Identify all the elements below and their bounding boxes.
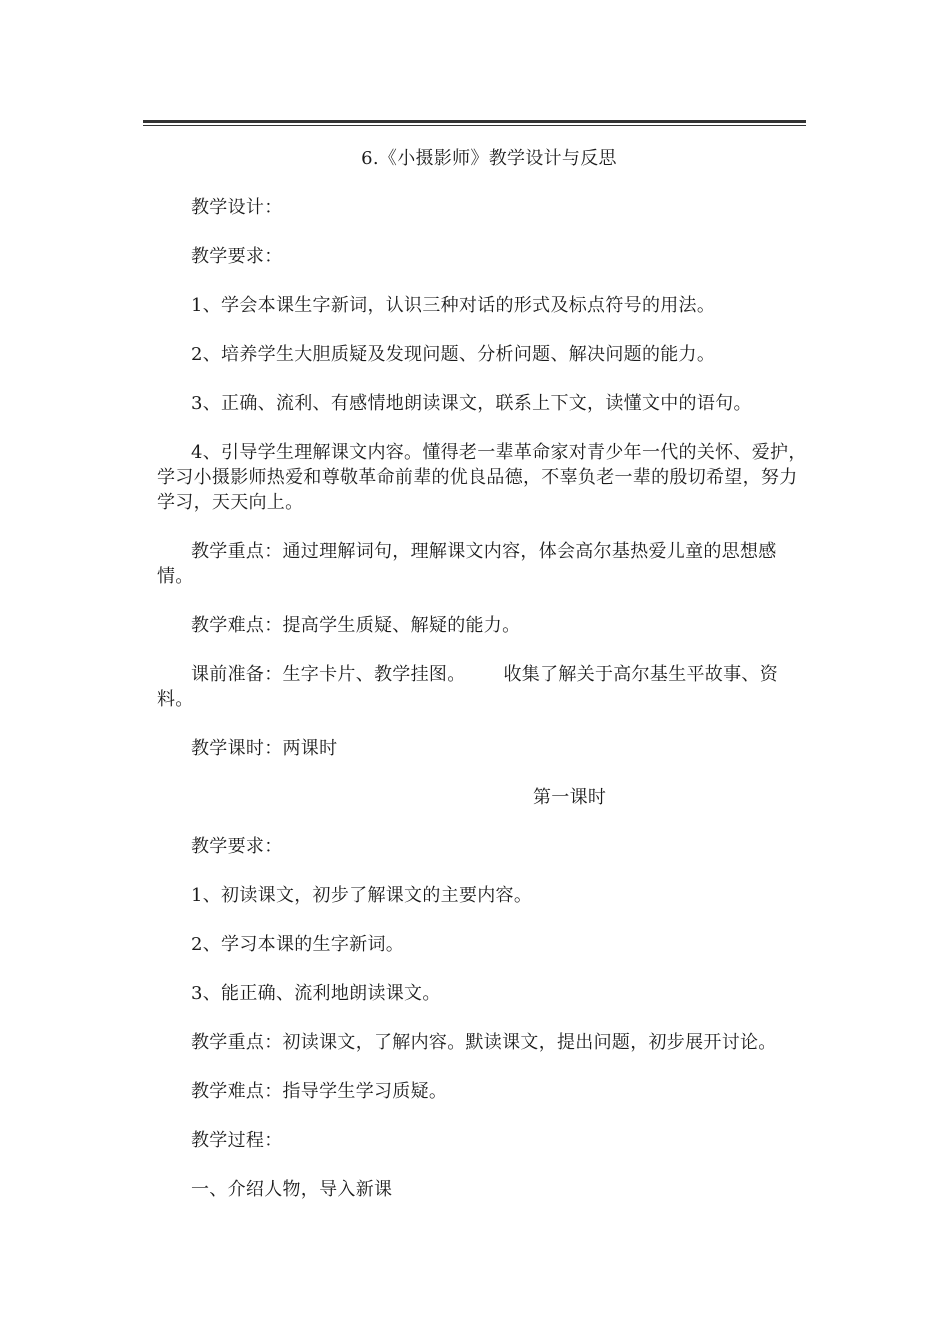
process-label: 教学过程： (191, 1130, 283, 1151)
preparation-materials: 课前准备：生字卡片、教学挂图。 (191, 664, 466, 685)
process-step: 一、介绍人物，导入新课 (191, 1179, 393, 1200)
difficulty: 教学难点：提高学生质疑、解疑的能力。 (191, 615, 521, 636)
lesson-requirements-label: 教学要求： (191, 836, 283, 857)
lesson-difficulty: 教学难点：指导学生学习质疑。 (191, 1081, 448, 1102)
lesson-requirement-item: 1、初读课文，初步了解课文的主要内容。 (191, 885, 533, 906)
lesson-key-point: 教学重点：初读课文，了解内容。默读课文，提出问题，初步展开讨论。 (191, 1032, 777, 1053)
requirement-item: 2、培养学生大胆质疑及发现问题、分析问题、解决问题的能力。 (191, 344, 716, 365)
header-rule-thin (143, 125, 806, 126)
requirements-label: 教学要求： (191, 246, 283, 267)
lesson-requirement-item: 2、学习本课的生字新词。 (191, 934, 405, 955)
class-hours: 教学课时：两课时 (191, 738, 338, 759)
document-body (157, 146, 809, 1226)
preparation (157, 662, 809, 712)
document-title: 6.《小摄影师》教学设计与反思 (361, 148, 617, 169)
requirement-item: 1、学会本课生字新词，认识三种对话的形式及标点符号的用法。 (191, 295, 716, 316)
requirement-item: 3、正确、流利、有感情地朗读课文，联系上下文，读懂文中的语句。 (191, 393, 752, 414)
key-point: 教学重点：通过理解词句，理解课文内容，体会高尔基热爱儿童的思想感情。 (157, 541, 777, 587)
lesson-heading: 第一课时 (533, 787, 607, 808)
requirement-item: 4、引导学生理解课文内容。懂得老一辈革命家对青少年一代的关怀、爱护，学习小摄影师热爱和尊敬革命前辈的优良品德，不辜负老一辈的殷切希望，努力学习，天天向上。 (157, 442, 807, 513)
preparation-research: 收集了解关于高尔基生平故事、资料。 (157, 664, 778, 710)
header-rule (143, 120, 806, 123)
lesson-requirement-item: 3、能正确、流利地朗读课文。 (191, 983, 441, 1004)
design-label: 教学设计： (191, 197, 283, 218)
